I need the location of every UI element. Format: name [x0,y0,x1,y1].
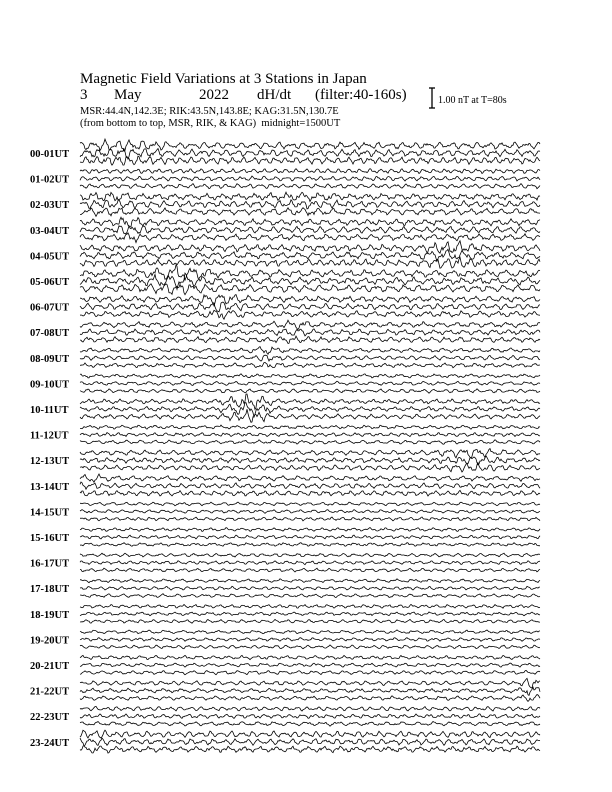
trace-group [80,139,540,753]
trace-rik-09-10ut [80,381,540,385]
trace-rik-14-15ut [80,510,540,514]
trace-kag-10-11ut [80,394,540,409]
hour-label: 19-20UT [30,635,70,647]
trace-kag-15-16ut [80,528,540,532]
trace-kag-06-07ut [80,295,540,306]
hour-label: 07-08UT [30,328,70,340]
hour-label: 09-10UT [30,379,70,391]
station-coordinates: MSR:44.4N,142.3E; RIK:43.5N,143.8E; KAG:31.5N,130.7E [80,106,339,117]
trace-msr-22-23ut [80,722,540,727]
trace-kag-09-10ut [80,374,540,378]
hour-label: 21-22UT [30,686,70,698]
hour-label: 15-16UT [30,533,70,544]
trace-rik-08-09ut [80,355,540,361]
trace-kag-19-20ut [80,630,540,634]
hour-label: 14-15UT [30,507,70,519]
trace-rik-21-22ut [80,687,540,695]
trace-kag-08-09ut [80,347,540,355]
trace-rik-07-08ut [80,329,540,336]
midnight-note: midnight=1500UT [261,118,341,129]
trace-kag-20-21ut [80,655,540,659]
trace-msr-15-16ut [80,543,540,547]
trace-rik-20-21ut [80,663,540,667]
trace-rik-17-18ut [80,586,540,590]
chart-title: Magnetic Field Variations at 3 Stations in Japan [80,71,367,87]
hour-label: 10-11UT [30,405,69,416]
date-month: May [114,87,142,103]
trace-msr-12-13ut [80,463,540,472]
trace-msr-17-18ut [80,594,540,598]
trace-msr-00-01ut [80,156,540,165]
trace-kag-17-18ut [80,579,540,583]
hour-label: 02-03UT [30,200,70,212]
hour-label: 20-21UT [30,661,70,672]
trace-kag-16-17ut [80,553,540,557]
hour-label: 00-01UT [30,149,70,160]
trace-msr-06-07ut [80,310,540,319]
trace-msr-11-12ut [80,440,540,444]
trace-kag-13-14ut [80,474,540,482]
trace-rik-11-12ut [80,433,540,437]
trace-kag-07-08ut [80,320,540,329]
hour-label: 01-02UT [30,174,70,186]
hour-label: 16-17UT [30,558,70,570]
trace-msr-21-22ut [80,695,540,702]
trace-rik-01-02ut [80,176,540,181]
trace-kag-23-24ut [80,730,540,738]
trace-kag-03-04ut [80,217,540,227]
trace-kag-21-22ut [80,678,540,688]
trace-rik-19-20ut [80,638,540,642]
hour-labels [30,149,69,749]
hour-label: 17-18UT [30,584,70,596]
trace-rik-16-17ut [80,561,540,565]
hour-label: 12-13UT [30,456,70,468]
trace-msr-20-21ut [80,670,540,674]
scale-label: 1.00 nT at T=80s [438,95,507,106]
trace-kag-18-19ut [80,604,540,608]
trace-msr-03-04ut [80,233,540,243]
hour-label: 05-06UT [30,277,70,288]
trace-kag-22-23ut [80,706,540,711]
hour-label: 06-07UT [30,302,70,314]
hour-label: 03-04UT [30,225,70,237]
trace-kag-02-03ut [80,192,540,201]
trace-msr-13-14ut [80,490,540,496]
date-year: 2022 [199,87,229,103]
trace-kag-00-01ut [80,139,540,151]
hour-label: 23-24UT [30,737,70,749]
trace-rik-18-19ut [80,612,540,616]
filter-label: (filter:40-160s) [315,87,407,103]
trace-rik-03-04ut [80,226,540,234]
trace-msr-16-17ut [80,568,540,572]
trace-rik-15-16ut [80,535,540,539]
hour-label: 04-05UT [30,251,70,263]
trace-msr-19-20ut [80,645,540,649]
trace-rik-22-23ut [80,714,540,719]
trace-msr-05-06ut [80,284,540,295]
trace-kag-12-13ut [80,449,540,459]
trace-kag-14-15ut [80,502,540,506]
trace-msr-02-03ut [80,208,540,217]
trace-rik-13-14ut [80,482,540,489]
trace-kag-04-05ut [80,241,540,253]
trace-kag-01-02ut [80,169,540,174]
trace-kag-11-12ut [80,425,540,429]
trace-msr-09-10ut [80,389,540,393]
station-order-note: (from bottom to top, MSR, RIK, & KAG) [80,118,257,129]
hour-label: 18-19UT [30,609,70,621]
date-day: 3 [80,87,88,103]
trace-rik-10-11ut [80,403,540,417]
trace-rik-06-07ut [80,302,540,312]
hour-label: 13-14UT [30,481,70,493]
trace-rik-12-13ut [80,456,540,465]
trace-msr-01-02ut [80,184,540,189]
hour-label: 22-23UT [30,712,70,724]
quantity-label: dH/dt [257,87,292,103]
hour-label: 11-12UT [30,430,69,442]
hour-label: 08-09UT [30,353,70,365]
trace-msr-23-24ut [80,746,540,754]
trace-msr-08-09ut [80,362,540,367]
trace-msr-18-19ut [80,619,540,623]
trace-rik-23-24ut [80,738,540,746]
trace-msr-07-08ut [80,336,540,343]
trace-msr-10-11ut [80,409,540,422]
trace-msr-14-15ut [80,517,540,521]
trace-kag-05-06ut [80,265,540,280]
